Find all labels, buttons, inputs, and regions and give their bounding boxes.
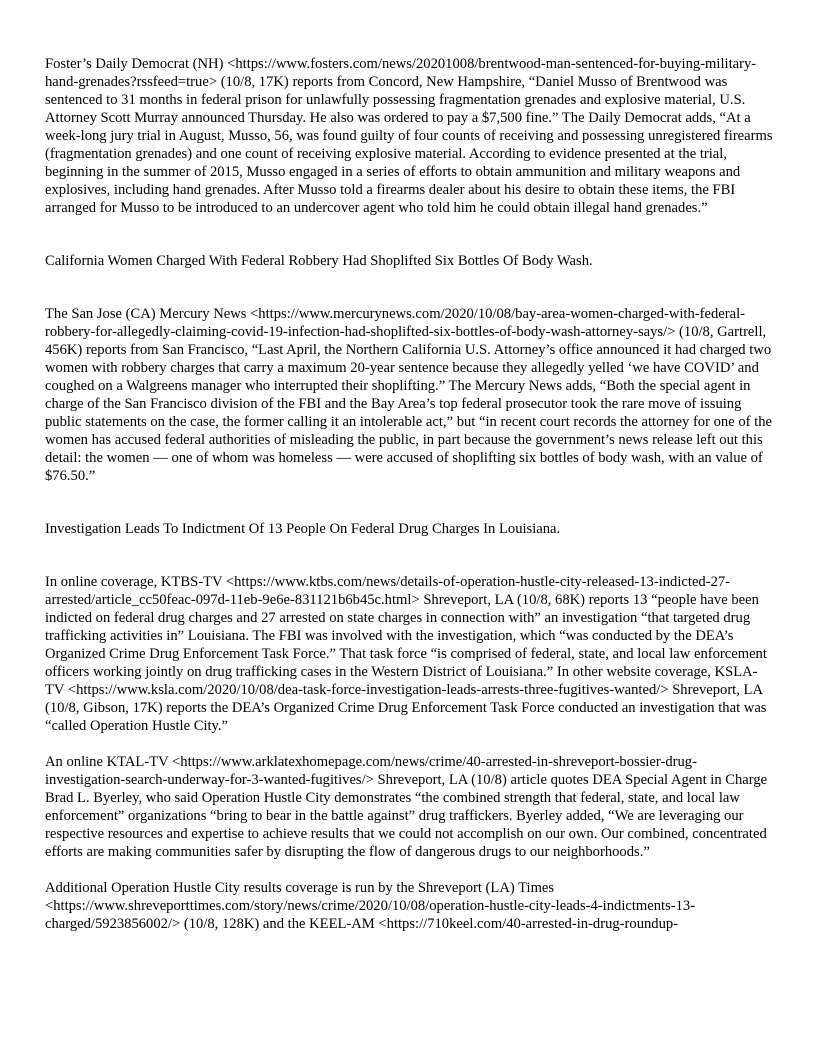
document-page xyxy=(45,55,775,933)
ktbs-paragraph: In online coverage, KTBS-TV <https://www.ktbs.com/news/details-of-operation-hustle-city-released-13-indicted-27-arrested/article_cc50feac-097d-11eb-9e6e-831121b6b45c.html> Shreveport, LA (10/8, 68K) reports 13 “people have been indicted on federal drug charges and 27 arrested on state charges in connection with” an investigation “that targeted drug trafficking activities in” Louisiana. The FBI was involved with the investigation, which “was conducted by the DEA’s Organized Crime Drug Enforcement Task Force.” That task force “is comprised of federal, state, and local law enforcement officers working jointly on drug trafficking cases in the Western District of Louisiana.” In other website coverage, KSLA-TV <https://www.ksla.com/2020/10/08/dea-task-force-investigation-leads-arrests-three-fugitives-wanted/> Shreveport, LA (10/8, Gibson, 17K) reports the DEA’s Organized Crime Drug Enforcement Task Force conducted an investigation that was “called Operation Hustle City.” xyxy=(45,574,767,734)
spacer xyxy=(45,735,775,753)
mercury-paragraph: The San Jose (CA) Mercury News <https://www.mercurynews.com/2020/10/08/bay-area-women-charged-with-federal-robbery-for-allegedly-claiming-covid-19-infection-had-shoplifted-six-bottles-of-body-wash-attorney-says/> (10/8, Gartrell, 456K) reports from San Francisco, “Last April, the Northern California U.S. Attorney’s office announced it had charged two women with robbery charges that carry a maximum 20-year sentence because they allegedly yelled ‘we have COVID’ and coughed on a Walgreens manager who interrupted their shoplifting.” The Mercury News adds, “Both the special agent in charge of the San Francisco division of the FBI and the Bay Area’s top federal prosecutor took the rare move of issuing public statements on the case, the former calling it an intolerable act,” but “in recent court records the attorney for one of the women has accused federal authorities of misleading the public, in part because the government’s news release left out this detail: the women — one of whom was homeless — were accused of shoplifting six bottles of body wash, with an value of $76.50.” xyxy=(45,306,772,484)
spacer xyxy=(45,270,775,305)
spacer xyxy=(45,217,775,252)
spacer xyxy=(45,861,775,879)
spacer xyxy=(45,538,775,573)
fosters-paragraph: Foster’s Daily Democrat (NH) <https://www.fosters.com/news/20201008/brentwood-man-sentenced-for-buying-military-hand-grenades?rssfeed=true> (10/8, 17K) reports from Concord, New Hampshire, “Daniel Musso of Brentwood was sentenced to 31 months in federal prison for unlawfully possessing fragmentation grenades and explosive material, U.S. Attorney Scott Murray announced Thursday. He also was ordered to pay a $7,500 fine.” The Daily Democrat adds, “At a week-long jury trial in August, Musso, 56, was found guilty of four counts of receiving and possessing unregistered firearms (fragmentation grenades) and one count of receiving explosive material. According to evidence presented at the trial, beginning in the summer of 2015, Musso engaged in a series of efforts to obtain ammunition and military weapons and explosives, including hand grenades. After Musso told a firearms dealer about his desire to obtain these items, the FBI arranged for Musso to be introduced to an undercover agent who told him he could obtain illegal hand grenades.” xyxy=(45,56,773,216)
ktal-paragraph: An online KTAL-TV <https://www.arklatexhomepage.com/news/crime/40-arrested-in-shreveport-bossier-drug-investigation-search-underway-for-3-wanted-fugitives/> Shreveport, LA (10/8) article quotes DEA Special Agent in Charge Brad L. Byerley, who said Operation Hustle City demonstrates “the combined strength that federal, state, and local law enforcement” organizations “bring to bear in the battle against” drug traffickers. Byerley added, “We are leveraging our respective resources and expertise to achieve results that we could not accomplish on our own. Our combined, concentrated efforts are making communities safer by disrupting the flow of dangerous drugs to our neighborhoods.” xyxy=(45,754,768,860)
additional-coverage-paragraph: Additional Operation Hustle City results coverage is run by the Shreveport (LA) Times <https://www.shreveporttimes.com/story/news/crime/2020/10/08/operation-hustle-city-leads-4-indictments-13-charged/5923856002/> (10/8, 128K) and the KEEL-AM <https://710keel.com/40-arrested-in-drug-roundup- xyxy=(45,880,696,932)
spacer xyxy=(45,485,775,520)
headline-california: California Women Charged With Federal Robbery Had Shoplifted Six Bottles Of Body Wash. xyxy=(45,253,593,269)
headline-louisiana: Investigation Leads To Indictment Of 13 People On Federal Drug Charges In Louisiana. xyxy=(45,521,561,537)
